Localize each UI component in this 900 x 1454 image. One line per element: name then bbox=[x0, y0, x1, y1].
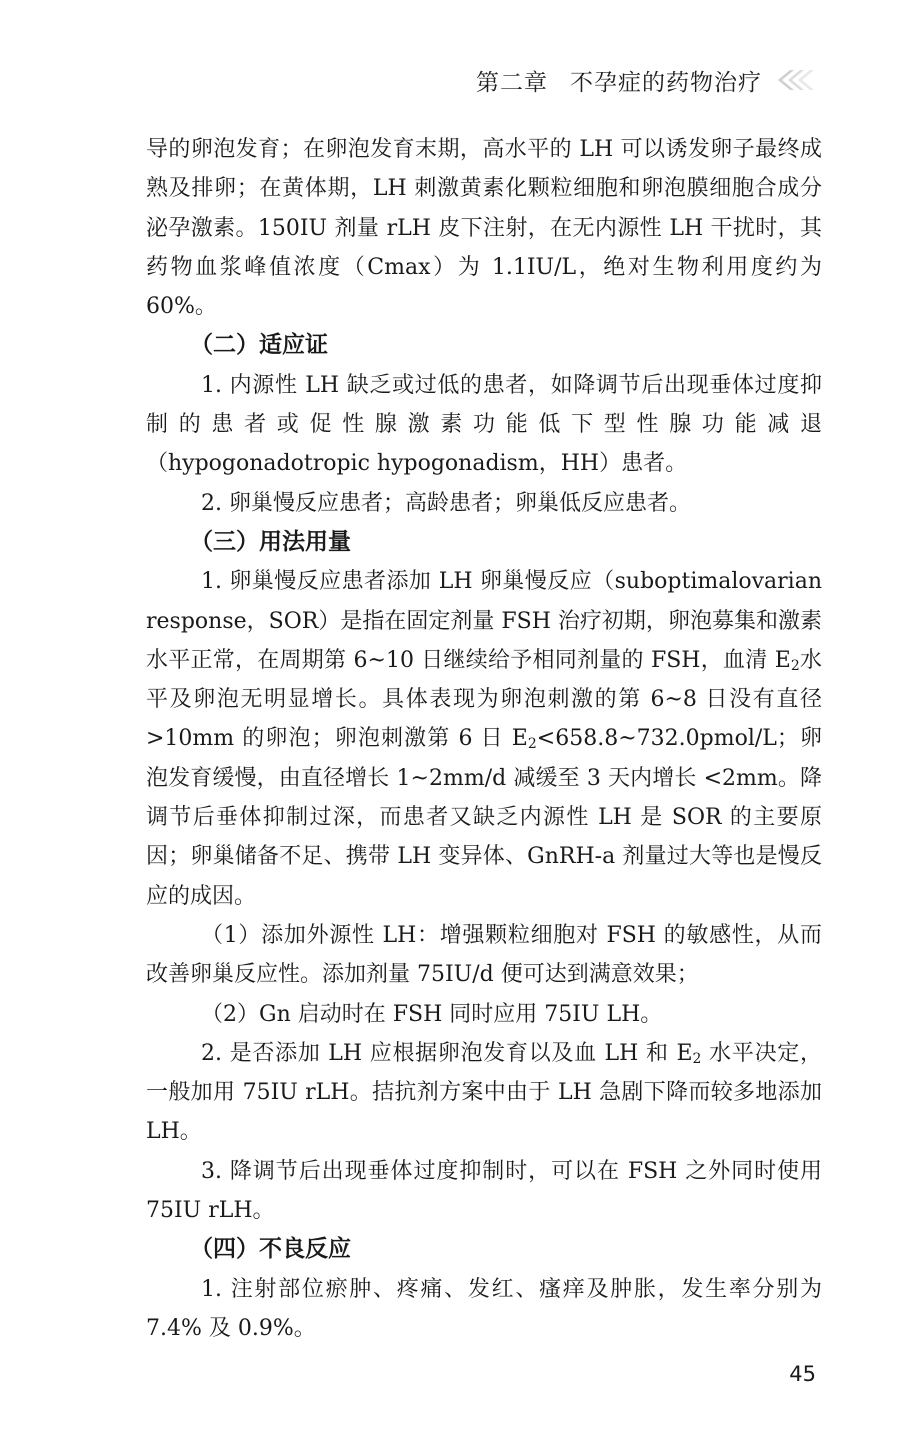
subscript-2: 2 bbox=[692, 1050, 702, 1067]
chapter-heading bbox=[476, 64, 762, 97]
paragraph-dosage-1-sub-2: （2）Gn 启动时在 FSH 同时应用 75IU LH。 bbox=[201, 1001, 663, 1027]
subscript-2: 2 bbox=[790, 657, 800, 674]
section-heading-indications: （二）适应证 bbox=[190, 332, 328, 359]
paragraph-dosage-2-part-b: 水平决定，一般加用 75IU rLH。拮抗剂方案中由于 LH 急剧下降而较多地添加 LH。 bbox=[146, 1040, 822, 1145]
paragraph-dosage-1-part-c: <658.8~732.0pmol/L；卵泡发育缓慢，由直径增长 1~2mm/d 减缓至 3 天内增长 <2mm。降调节后垂体抑制过深，而患者又缺乏内源性 LH 是 SOR 的主要原因；卵巢储备不足、携带 LH 变异体、GnRH-a 剂量过大等也是慢反应的成因。 bbox=[146, 726, 822, 909]
paragraph-dosage-2 bbox=[146, 1034, 822, 1152]
paragraph-indication-1: 1. 内源性 LH 缺乏或过低的患者，如降调节后出现垂体过度抑制的患者或促性腺激素功能低下型性腺功能减退（hypogonadotropic hypogonadism，HH）患者。 bbox=[146, 372, 822, 477]
chevron-ornament-icon bbox=[776, 68, 816, 92]
chapter-title: 不孕症的药物治疗 bbox=[570, 69, 762, 96]
paragraph-adverse-1: 1. 注射部位瘀肿、疼痛、发红、瘙痒及肿胀，发生率分别为 7.4% 及 0.9%。 bbox=[146, 1276, 822, 1341]
running-header bbox=[476, 62, 816, 98]
paragraph-dosage-2-part-a: 2. 是否添加 LH 应根据卵泡发育以及血 LH 和 E bbox=[201, 1040, 693, 1066]
section-heading-adverse-reactions: （四）不良反应 bbox=[190, 1236, 351, 1263]
section-heading-dosage: （三）用法用量 bbox=[190, 528, 351, 555]
page-number: 45 bbox=[789, 1362, 816, 1386]
subscript-2: 2 bbox=[527, 736, 537, 753]
paragraph-dosage-1-sub-1: （1）添加外源性 LH：增强颗粒细胞对 FSH 的敏感性，从而改善卵巢反应性。添加剂量 75IU/d 便可达到满意效果； bbox=[146, 922, 822, 988]
paragraph-dosage-1-part-b: 水平及卵泡无明显增长。具体表现为卵泡刺激的第 6~8 日没有直径 >10mm 的卵泡；卵泡刺激第 6 日 E bbox=[146, 647, 822, 752]
paragraph-dosage-3: 3. 降调节后出现垂体过度抑制时，可以在 FSH 之外同时使用 75IU rLH。 bbox=[146, 1158, 822, 1224]
paragraph-indication-2: 2. 卵巢慢反应患者；高龄患者；卵巢低反应患者。 bbox=[201, 490, 691, 516]
paragraph-dosage-1 bbox=[146, 562, 822, 916]
paragraph-lh-mechanism: 导的卵泡发育；在卵泡发育末期，高水平的 LH 可以诱发卵子最终成熟及排卵；在黄体期，LH 刺激黄素化颗粒细胞和卵泡膜细胞合成分泌孕激素。150IU 剂量 rLH 皮下注射，在无内源性 LH 干扰时，其药物血浆峰值浓度（Cmax）为 1.1IU/L，绝对生物利用度约为 60%。 bbox=[146, 137, 822, 320]
page-body bbox=[146, 130, 822, 1348]
chapter-number: 第二章 bbox=[476, 69, 548, 96]
paragraph-dosage-1-part-a: 1. 卵巢慢反应患者添加 LH 卵巢慢反应（suboptimalovarian response，SOR）是指在固定剂量 FSH 治疗初期，卵泡募集和激素水平正常，在周期第 6~10 日继续给予相同剂量的 FSH，血清 E bbox=[146, 569, 822, 673]
